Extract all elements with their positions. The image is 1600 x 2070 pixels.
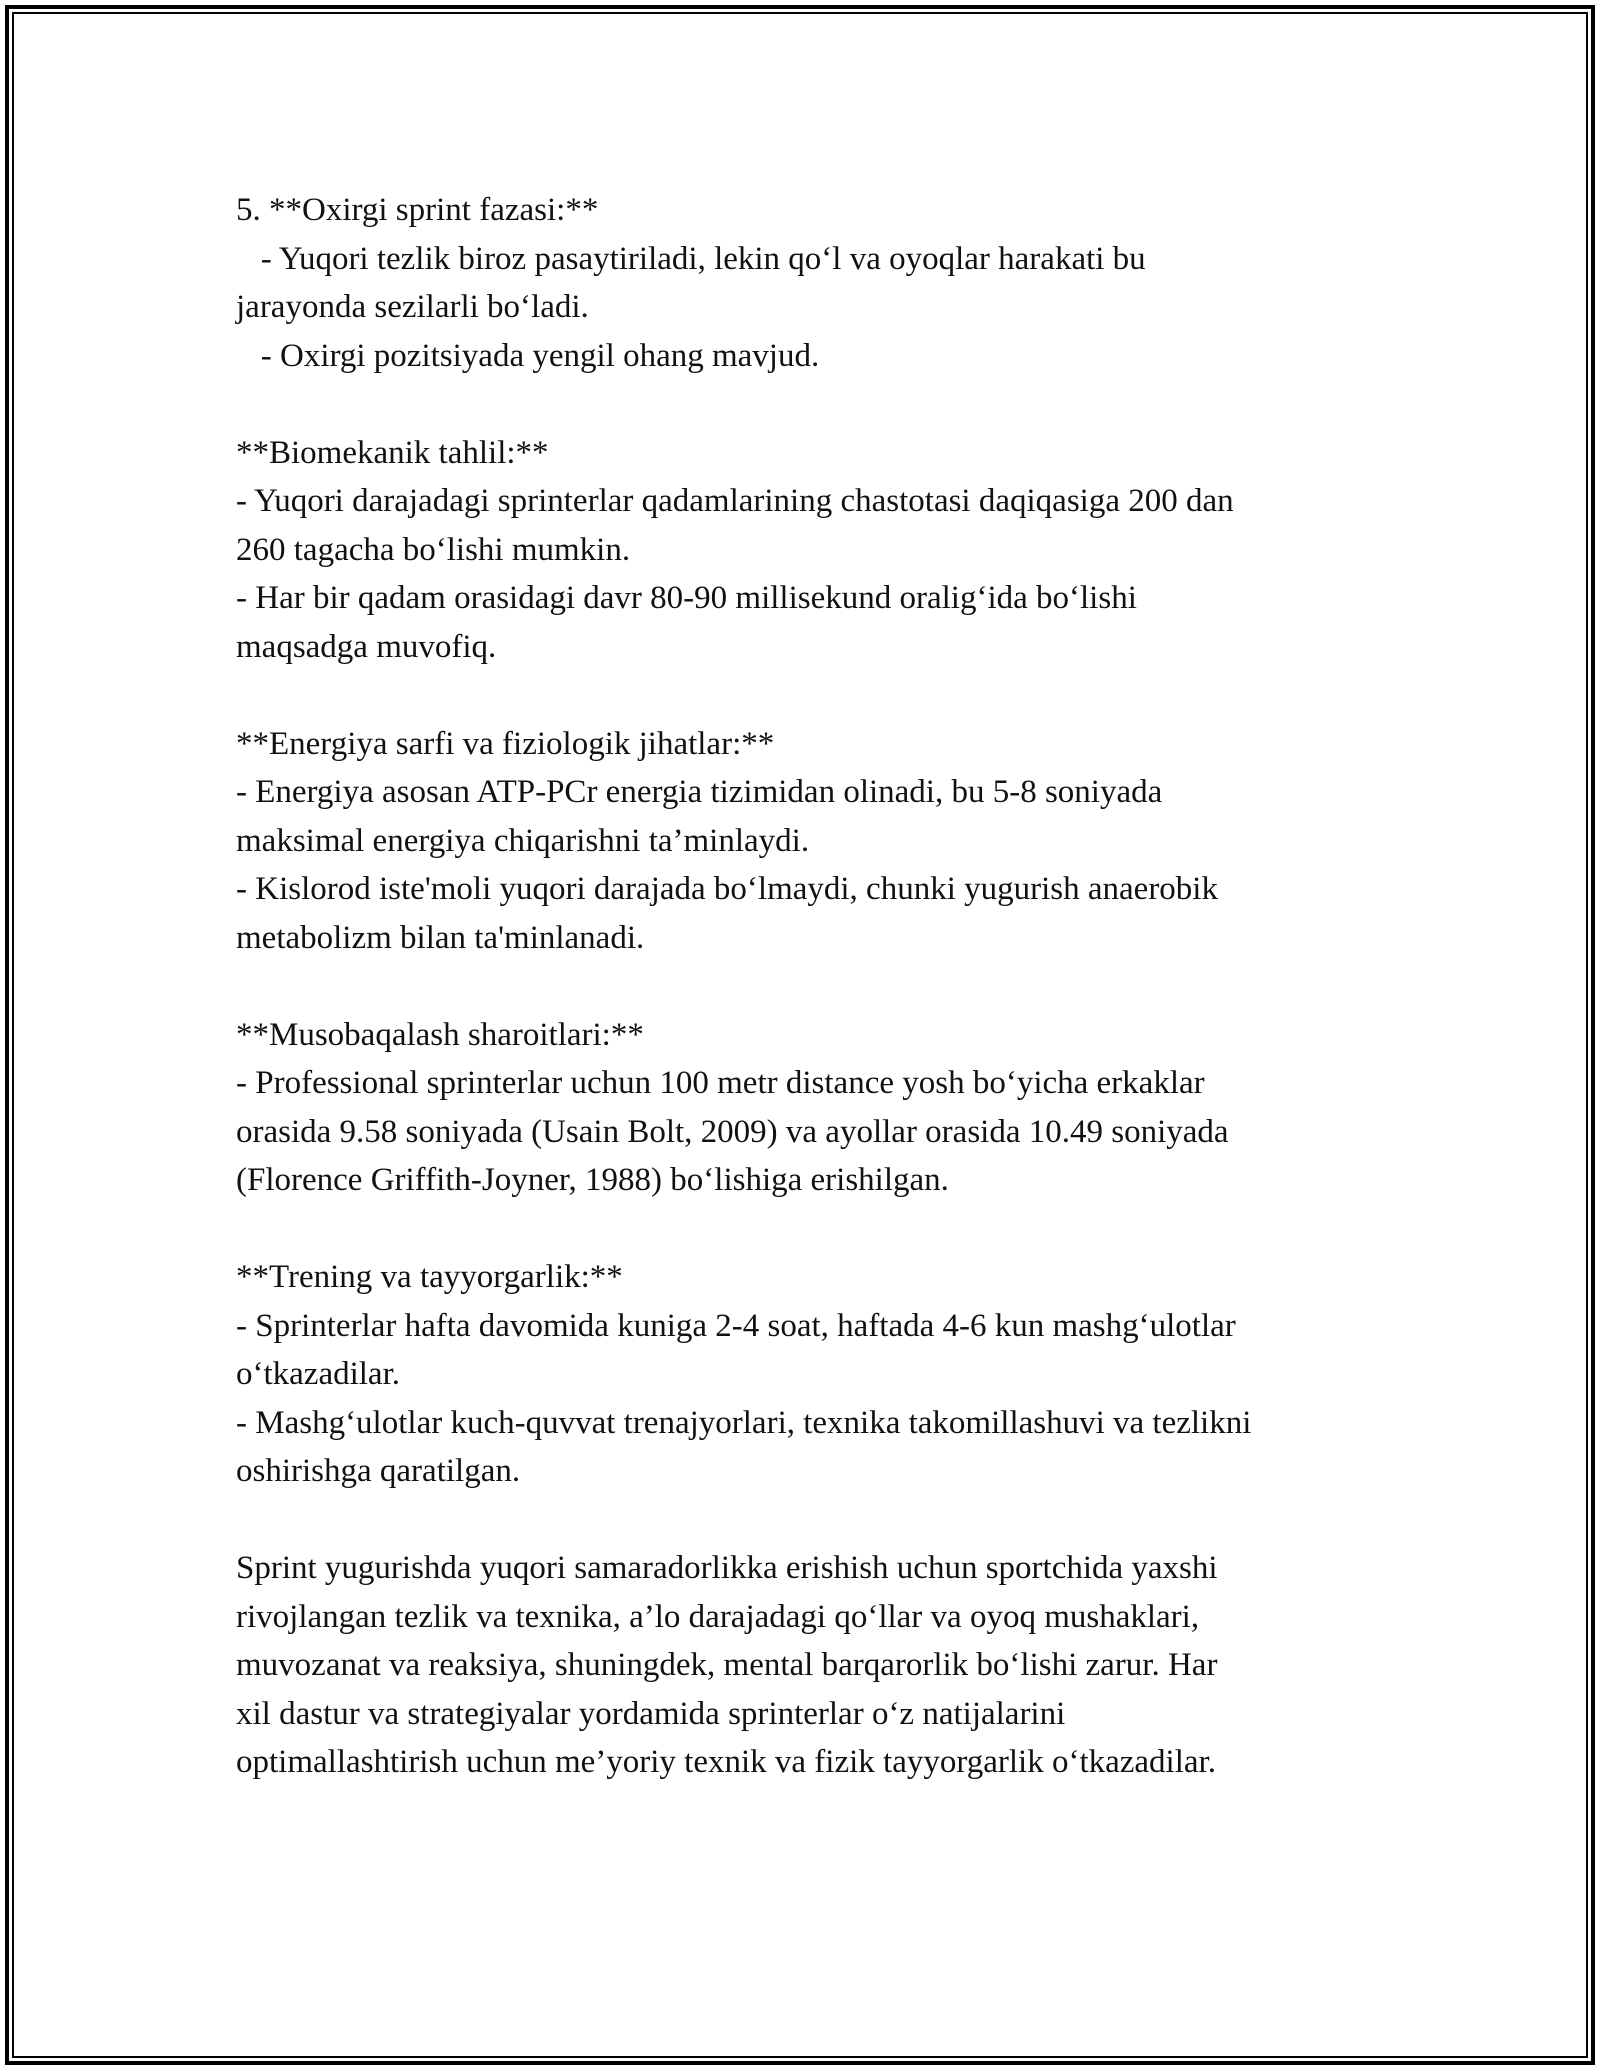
text-line: - Har bir qadam orasidagi davr 80-90 millisekund oralig‘ida bo‘lishi <box>236 580 1137 616</box>
section-heading: **Musobaqalash sharoitlari:** <box>236 1016 644 1053</box>
section-competition-conditions <box>236 1011 1376 1205</box>
text-line: oshirishga qaratilgan. <box>236 1453 521 1489</box>
section-conclusion <box>236 1544 1376 1787</box>
text-line: - Yuqori darajadagi sprinterlar qadamlarining chastotasi daqiqasiga 200 dan <box>236 483 1234 519</box>
text-line: orasida 9.58 soniyada (Usain Bolt, 2009) va ayollar orasida 10.49 soniyada <box>236 1113 1229 1150</box>
section-training-preparation <box>236 1253 1376 1496</box>
text-line: maqsadga muvofiq. <box>236 628 497 665</box>
paragraph-gap <box>236 1205 1376 1254</box>
text-line: rivojlangan tezlik va texnika, a’lo darajadagi qo‘llar va oyoq mushaklari, <box>236 1598 1200 1635</box>
text-line: Sprint yugurishda yuqori samaradorlikka erishish uchun sportchida yaxshi <box>236 1550 1218 1586</box>
paragraph-gap <box>236 962 1376 1011</box>
paragraph-gap <box>236 380 1376 429</box>
section-final-sprint-phase <box>236 186 1376 380</box>
text-line: muvozanat va reaksiya, shuningdek, mental barqarorlik bo‘lishi zarur. Har <box>236 1647 1218 1683</box>
section-heading: **Biomekanik tahlil:** <box>236 434 549 471</box>
text-line: 260 tagacha bo‘lishi mumkin. <box>236 531 631 568</box>
text-line: o‘tkazadilar. <box>236 1356 401 1392</box>
text-line: - Mashg‘ulotlar kuch-quvvat trenajyorlari, texnika takomillashuvi va tezlikni <box>236 1404 1252 1441</box>
text-line: - Yuqori tezlik biroz pasaytiriladi, lekin qo‘l va oyoqlar harakati bu <box>236 240 1146 277</box>
text-line: - Professional sprinterlar uchun 100 metr distance yosh bo‘yicha erkaklar <box>236 1065 1205 1101</box>
text-line: metabolizm bilan ta'minlanadi. <box>236 919 645 956</box>
text-line: xil dastur va strategiyalar yordamida sprinterlar o‘z natijalarini <box>236 1695 1066 1732</box>
section-energy-physiology <box>236 720 1376 963</box>
text-line: jarayonda sezilarli bo‘ladi. <box>236 289 589 325</box>
text-line: (Florence Griffith-Joyner, 1988) bo‘lishiga erishilgan. <box>236 1162 949 1198</box>
section-heading: **Energiya sarfi va fiziologik jihatlar:** <box>236 725 775 762</box>
text-line: optimallashtirish uchun me’yoriy texnik va fizik tayyorgarlik o‘tkazadilar. <box>236 1744 1216 1780</box>
text-line: - Sprinterlar hafta davomida kuniga 2-4 soat, haftada 4-6 kun mashg‘ulotlar <box>236 1307 1236 1344</box>
text-line: - Energiya asosan ATP-PCr energia tizimidan olinadi, bu 5-8 soniyada <box>236 774 1163 810</box>
text-line: - Oxirgi pozitsiyada yengil ohang mavjud. <box>236 337 820 374</box>
paragraph-gap <box>236 1496 1376 1545</box>
text-line: - Kislorod iste'moli yuqori darajada bo‘lmaydi, chunki yugurish anaerobik <box>236 871 1218 907</box>
paragraph-gap <box>236 671 1376 720</box>
document-body <box>236 186 1376 1787</box>
section-biomechanical-analysis <box>236 429 1376 672</box>
text-line: maksimal energiya chiqarishni ta’minlaydi. <box>236 822 810 859</box>
section-heading: **Trening va tayyorgarlik:** <box>236 1259 623 1295</box>
section-heading: 5. **Oxirgi sprint fazasi:** <box>236 192 599 228</box>
